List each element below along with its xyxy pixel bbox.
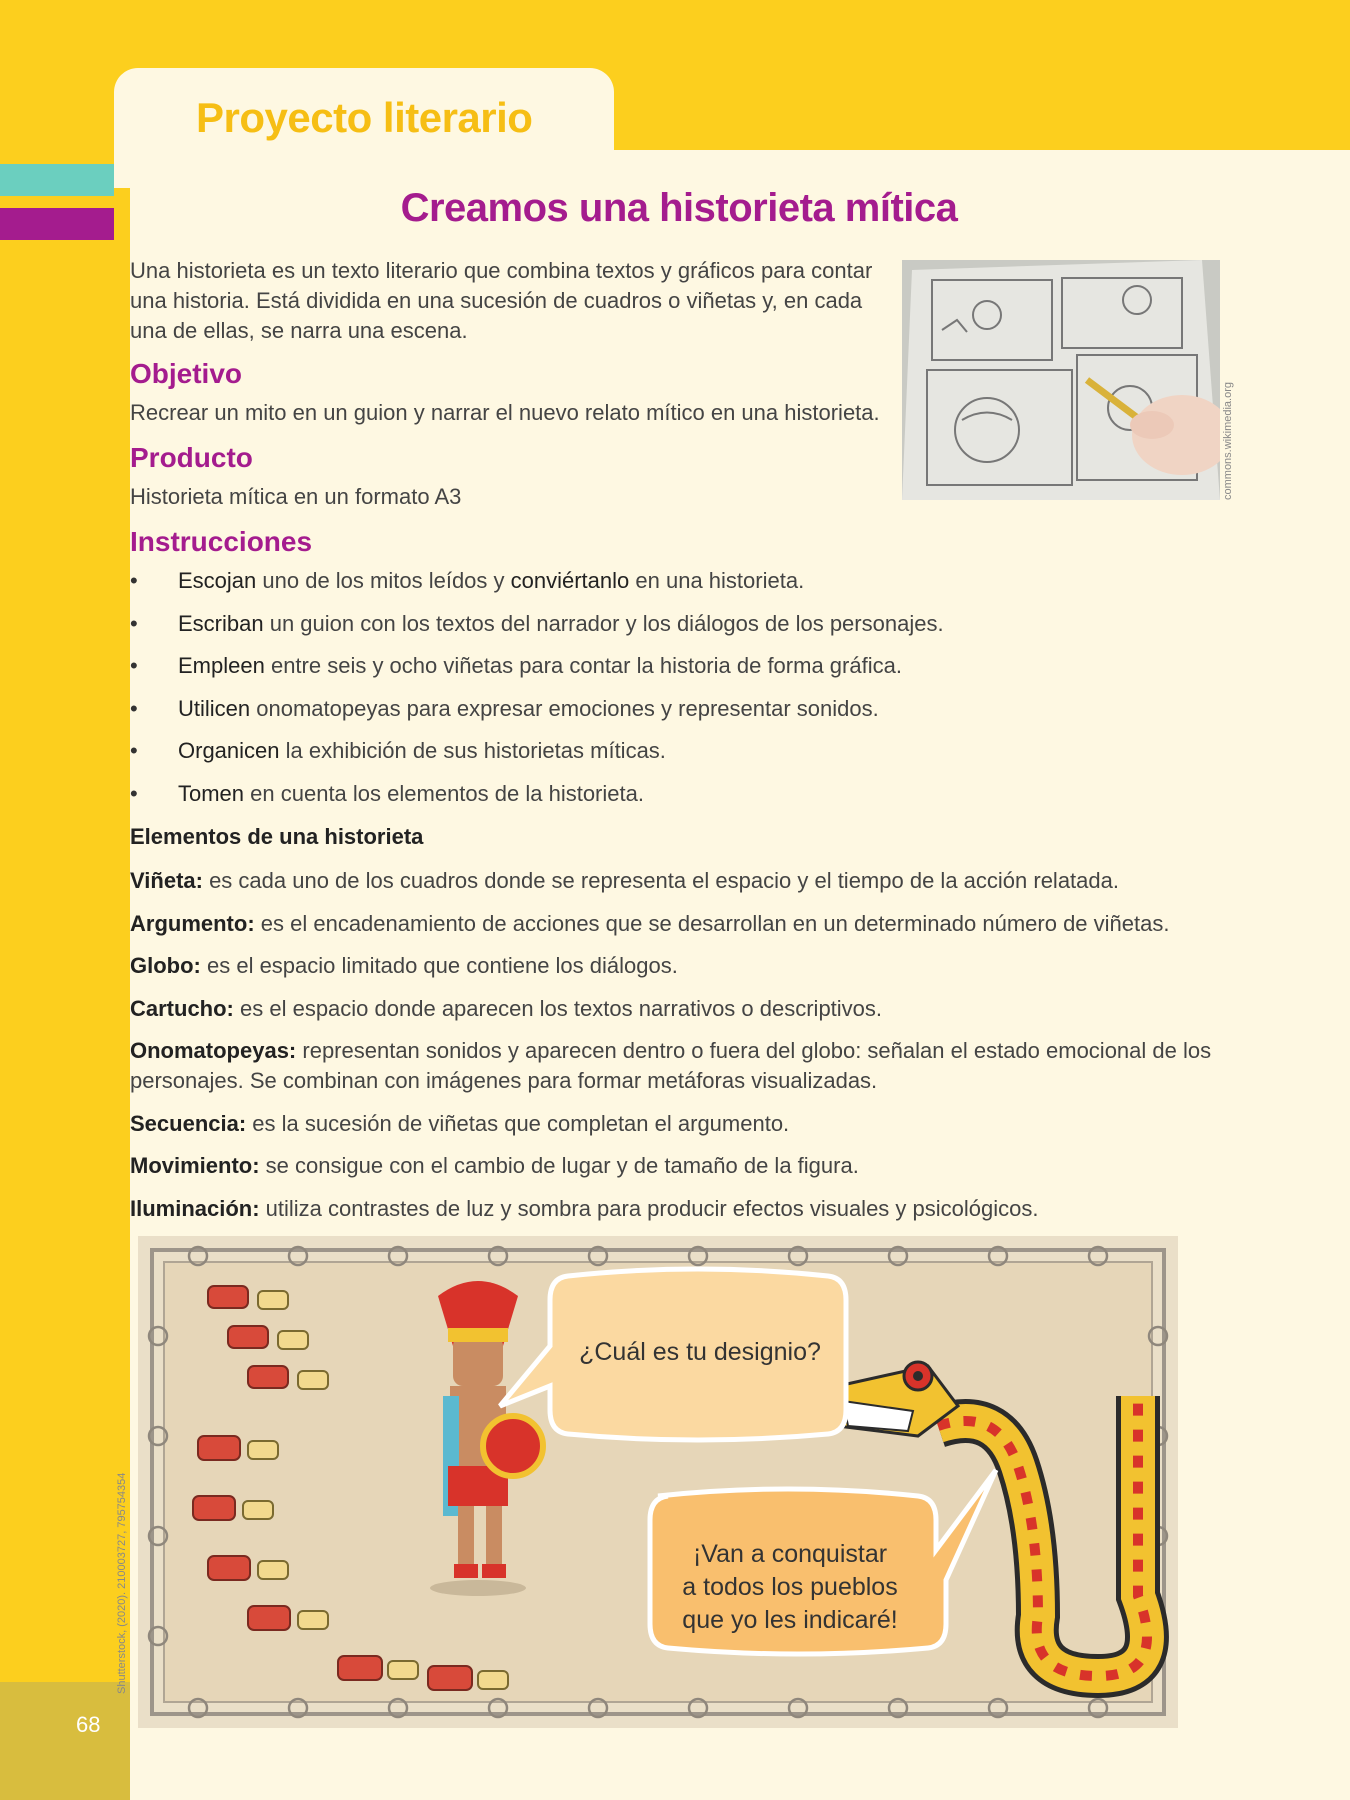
intro-paragraph: Una historieta es un texto literario que combina textos y gráficos para contar una historia. Está dividida en una sucesión de cuadros o viñetas y, en cada una de ellas, se narra una escena.: [130, 258, 873, 343]
definition-item: Onomatopeyas: representan sonidos y aparecen dentro o fuera del globo: señalan el estado emocional de los personajes. Se combinan con imágenes para formar metáforas visualizadas.: [130, 1038, 1212, 1093]
comic-credit: Shutterstock, (2020). 210003727, 795754354: [116, 1472, 128, 1694]
definition-item: Argumento: es el encadenamiento de acciones que se desarrollan en un determinado número de viñetas.: [130, 910, 1170, 936]
definition-item: Viñeta: es cada uno de los cuadros donde se representa el espacio y el tiempo de la acción relatada.: [130, 868, 1119, 893]
section-title: Proyecto literario: [196, 94, 533, 141]
list-item: • Organicen la exhibición de sus historietas míticas.: [130, 736, 1230, 779]
instrucciones-heading: Instrucciones: [130, 526, 313, 557]
speech-bubble-2: ¡Van a conquistar a todos los pueblos que yo les indicaré!: [682, 1540, 898, 1634]
aztec-comic-scene-icon: [138, 1236, 1178, 1728]
definition-item: Globo: es el espacio limitado que contiene los diálogos.: [130, 953, 678, 978]
purple-stripe: [0, 208, 114, 240]
objetivo-text: Recrear un mito en un guion y narrar el nuevo relato mítico en una historieta.: [130, 400, 880, 425]
definition-item: Cartucho: es el espacio donde aparecen los textos narrativos o descriptivos.: [130, 995, 883, 1021]
instructions-list: [130, 566, 1230, 821]
definitions-list: [130, 866, 1240, 1236]
definition-item: Movimiento: se consigue con el cambio de lugar y de tamaño de la figura.: [130, 1153, 859, 1178]
elementos-heading: Elementos de una historieta: [130, 824, 424, 849]
teal-stripe: [0, 164, 114, 196]
list-item: • Escriban un guion con los textos del narrador y los diálogos de los personajes.: [130, 609, 1230, 652]
photo-credit: commons.wikimedia.org: [1222, 382, 1234, 500]
definition-item: Secuencia: es la sucesión de viñetas que completan el argumento.: [130, 1110, 790, 1136]
left-yellow-band: [0, 150, 130, 1800]
page-number: 68: [76, 1712, 101, 1737]
page-number-box: [0, 1682, 130, 1800]
list-item: • Tomen en cuenta los elementos de la historieta.: [130, 779, 1230, 822]
comic-illustration: [138, 1236, 1178, 1728]
list-item: • Escojan uno de los mitos leídos y conviértanlo en una historieta.: [130, 566, 1230, 609]
sketch-photo: [902, 260, 1220, 500]
producto-heading: Producto: [130, 442, 253, 473]
speech-bubble-1: ¿Cuál es tu designio?: [579, 1338, 821, 1366]
objetivo-heading: Objetivo: [130, 358, 243, 389]
list-item: • Utilicen onomatopeyas para expresar emociones y representar sonidos.: [130, 694, 1230, 737]
producto-text: Historieta mítica en un formato A3: [130, 484, 462, 509]
sketch-drawing-icon: [902, 260, 1220, 500]
definition-item: Iluminación: utiliza contrastes de luz y sombra para producir efectos visuales y psicológicos.: [130, 1195, 1039, 1221]
page-title: Creamos una historieta mítica: [400, 186, 958, 230]
list-item: • Empleen entre seis y ocho viñetas para contar la historia de forma gráfica.: [130, 651, 1230, 694]
